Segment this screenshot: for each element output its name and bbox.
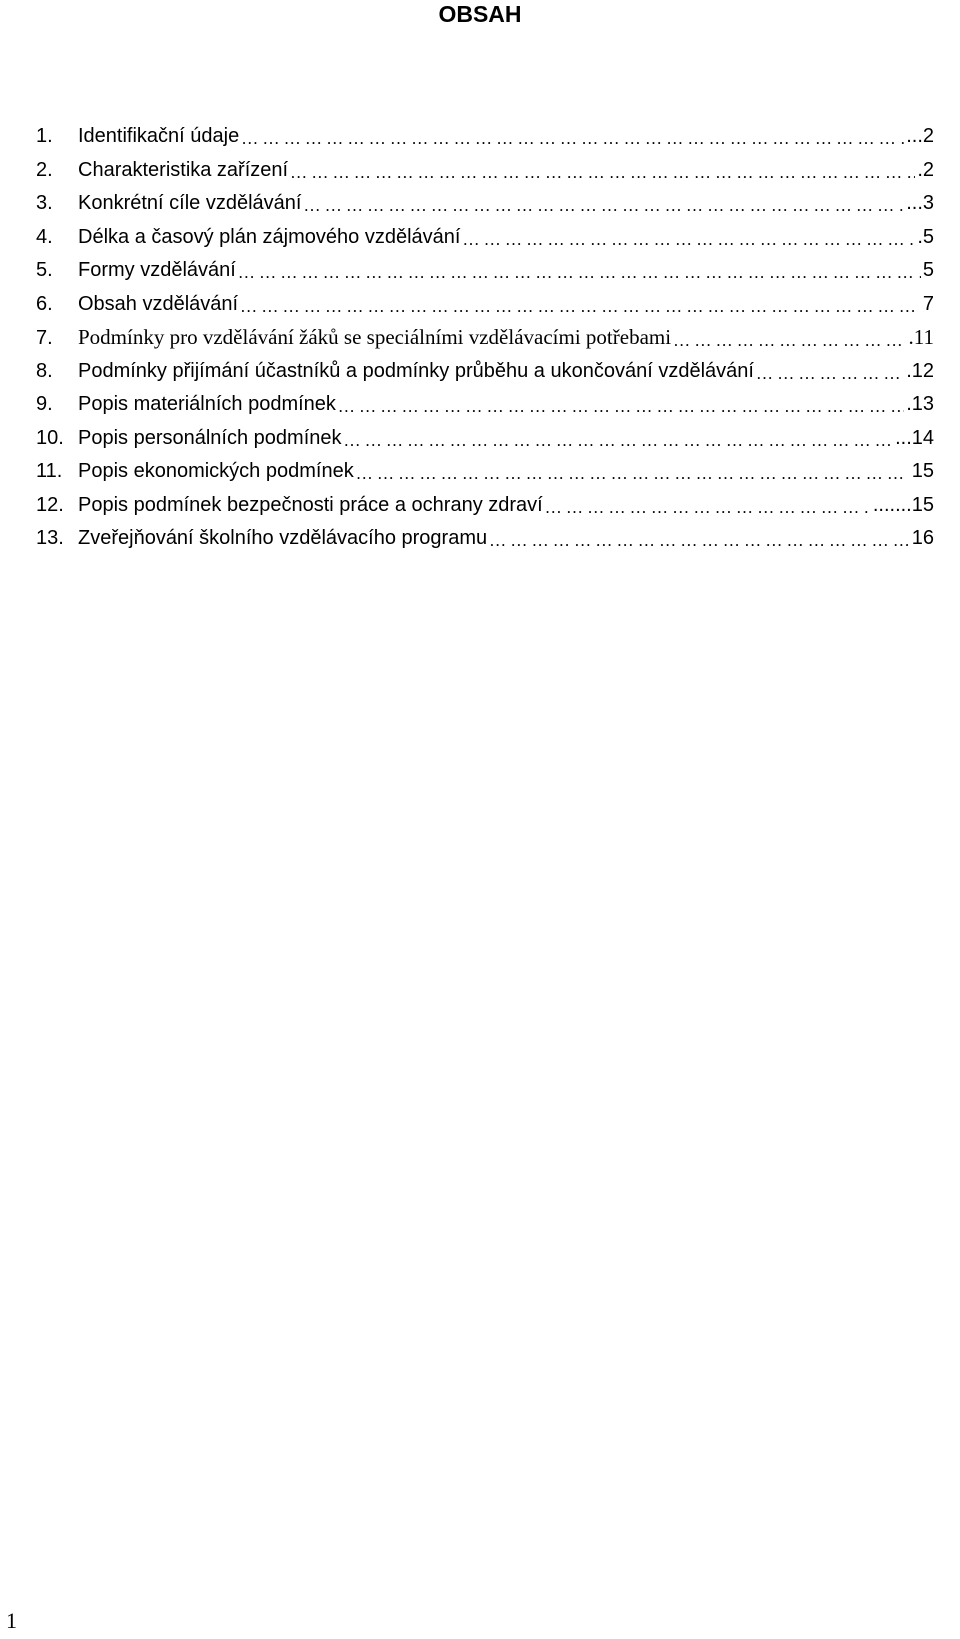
toc-entry-11[interactable] xyxy=(36,459,934,493)
toc-entry-title: Popis personálních podmínek xyxy=(78,426,342,449)
toc-entry-number: 11. xyxy=(36,460,63,482)
toc-entry-number: 5. xyxy=(36,259,53,281)
toc-entry-number: 12. xyxy=(36,493,64,516)
toc-entry-page: ...3 xyxy=(906,192,934,214)
toc-dot-leader xyxy=(240,294,921,318)
toc-dot-leader xyxy=(344,428,894,452)
page-number: 1 xyxy=(6,1608,17,1633)
toc-entry-title: Formy vzdělávání xyxy=(78,259,236,281)
toc-entry-number: 7. xyxy=(36,327,53,349)
toc-entry-title: Popis ekonomických podmínek xyxy=(78,460,354,482)
toc-entry-number: 1. xyxy=(36,125,53,147)
toc-entry-number: 13. xyxy=(36,527,64,549)
toc-entry-page: .2 xyxy=(917,158,934,181)
toc-entry-6[interactable] xyxy=(36,292,934,326)
toc-entry-5[interactable] xyxy=(36,258,934,292)
toc-entry-page: 16 xyxy=(911,527,934,549)
toc-entry-page: 5 xyxy=(922,259,934,281)
toc-entry-title: Konkrétní cíle vzdělávání xyxy=(78,192,302,214)
toc-entry-page: 15 xyxy=(911,460,934,482)
toc-entry-page: ...2 xyxy=(906,125,934,147)
toc-dot-leader xyxy=(489,528,910,552)
table-of-contents xyxy=(36,124,934,560)
toc-entry-title: Podmínky přijímání účastníků a podmínky průběhu a ukončování vzdělávání xyxy=(78,359,754,382)
toc-entry-title: Charakteristika zařízení xyxy=(78,158,289,181)
toc-entry-3[interactable] xyxy=(36,191,934,225)
toc-dot-leader xyxy=(338,394,904,418)
toc-dot-leader xyxy=(290,160,915,184)
toc-entry-title: Popis materiálních podmínek xyxy=(78,393,336,415)
toc-entry-number: 10. xyxy=(36,426,64,449)
toc-dot-leader xyxy=(303,193,904,217)
toc-dot-leader xyxy=(356,461,910,485)
toc-entry-title: Popis podmínek bezpečnosti práce a ochrany zdraví xyxy=(78,493,543,516)
toc-entry-13[interactable] xyxy=(36,526,934,560)
toc-dot-leader xyxy=(238,260,921,284)
toc-entry-page: .......15 xyxy=(872,493,934,516)
toc-entry-1[interactable] xyxy=(36,124,934,158)
toc-entry-number: 6. xyxy=(36,292,53,315)
toc-entry-12[interactable] xyxy=(36,493,934,527)
toc-entry-page: .11 xyxy=(908,325,934,349)
toc-entry-page: 7 xyxy=(922,292,934,315)
toc-entry-number: 3. xyxy=(36,192,53,214)
toc-entry-number: 4. xyxy=(36,225,53,248)
toc-dot-leader xyxy=(545,495,871,519)
toc-entry-page: ...14 xyxy=(895,426,934,449)
toc-entry-9[interactable] xyxy=(36,392,934,426)
toc-entry-title: Délka a časový plán zájmového vzdělávání xyxy=(78,225,461,248)
toc-entry-page: .13 xyxy=(906,393,934,415)
toc-entry-title: Zveřejňování školního vzdělávacího programu xyxy=(78,527,488,549)
toc-entry-title: Podmínky pro vzdělávání žáků se speciálními vzdělávacími potřebami xyxy=(78,325,672,349)
toc-entry-title: Identifikační údaje xyxy=(78,125,240,147)
toc-entry-2[interactable] xyxy=(36,158,934,192)
toc-entry-title: Obsah vzdělávání xyxy=(78,292,239,315)
toc-entry-number: 9. xyxy=(36,393,53,415)
toc-dot-leader xyxy=(756,361,904,385)
toc-dot-leader xyxy=(241,126,904,150)
toc-entry-number: 8. xyxy=(36,359,53,382)
toc-dot-leader xyxy=(462,227,915,251)
toc-entry-7[interactable] xyxy=(36,325,934,359)
toc-entry-8[interactable] xyxy=(36,359,934,393)
toc-dot-leader xyxy=(673,328,906,352)
page-title: OBSAH xyxy=(438,1,522,27)
toc-entry-number: 2. xyxy=(36,158,53,181)
toc-entry-page: .12 xyxy=(906,359,934,382)
toc-entry-page: .5 xyxy=(917,225,934,248)
toc-entry-10[interactable] xyxy=(36,426,934,460)
toc-entry-4[interactable] xyxy=(36,225,934,259)
